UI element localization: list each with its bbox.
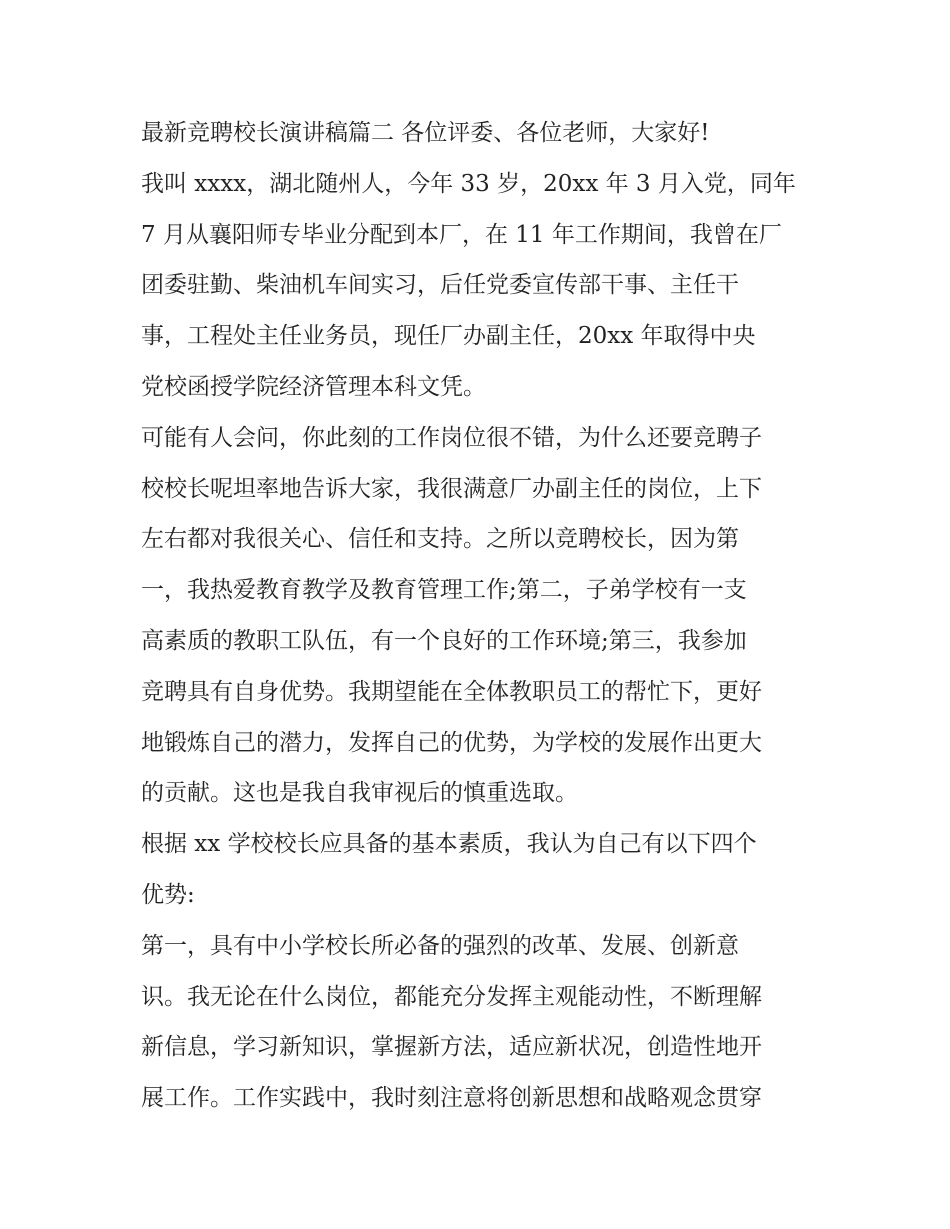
text-line: 高素质的教职工队伍，有一个良好的工作环境;第三，我参加	[141, 627, 747, 654]
document-body	[141, 108, 821, 1124]
text-line: 竞聘具有自身优势。我期望能在全体教职员工的帮忙下，更好	[141, 678, 762, 705]
text-line: 一，我热爱教育教学及教育管理工作;第二，子弟学校有一支	[141, 577, 747, 604]
text-line: 左右都对我很关心、信任和支持。之所以竞聘校长，因为第	[141, 526, 739, 553]
text-line: 校校长呢坦率地告诉大家，我很满意厂办副主任的岗位，上下	[141, 475, 762, 502]
text-line: 的贡献。这也是我自我审视后的慎重选取。	[141, 780, 578, 807]
text-line: 第一，具有中小学校长所必备的强烈的改革、发展、创新意	[141, 932, 739, 959]
text-line: 展工作。工作实践中，我时刻注意将创新思想和战略观念贯穿	[141, 1085, 762, 1112]
text-line: 最新竞聘校长演讲稿篇二 各位评委、各位老师，大家好!	[141, 120, 710, 146]
text-line: 团委驻勤、柴油机车间实习，后任党委宣传部干事、主任干	[141, 272, 739, 299]
text-line: 可能有人会问，你此刻的工作岗位很不错，为什么还要竞聘子	[141, 424, 762, 451]
text-line: 识。我无论在什么岗位，都能充分发挥主观能动性，不断理解	[141, 983, 762, 1010]
text-line: 根据 xx 学校校长应具备的基本素质，我认为自己有以下四个	[141, 831, 757, 858]
text-line: 事，工程处主任业务员，现任厂办副主任，20xx 年取得中央	[141, 323, 756, 350]
text-line: 优势:	[141, 881, 195, 908]
text-line: 我叫 xxxx，湖北随州人，今年 33 岁，20xx 年 3 月入党，同年	[141, 170, 796, 197]
text-line: 党校函授学院经济管理本科文凭。	[141, 373, 486, 400]
text-line: 7 月从襄阳师专毕业分配到本厂，在 11 年工作期间，我曾在厂	[141, 221, 782, 248]
text-line: 地锻炼自己的潜力，发挥自己的优势，为学校的发展作出更大	[141, 729, 762, 756]
text-line: 新信息，学习新知识，掌握新方法，适应新状况，创造性地开	[141, 1034, 762, 1061]
